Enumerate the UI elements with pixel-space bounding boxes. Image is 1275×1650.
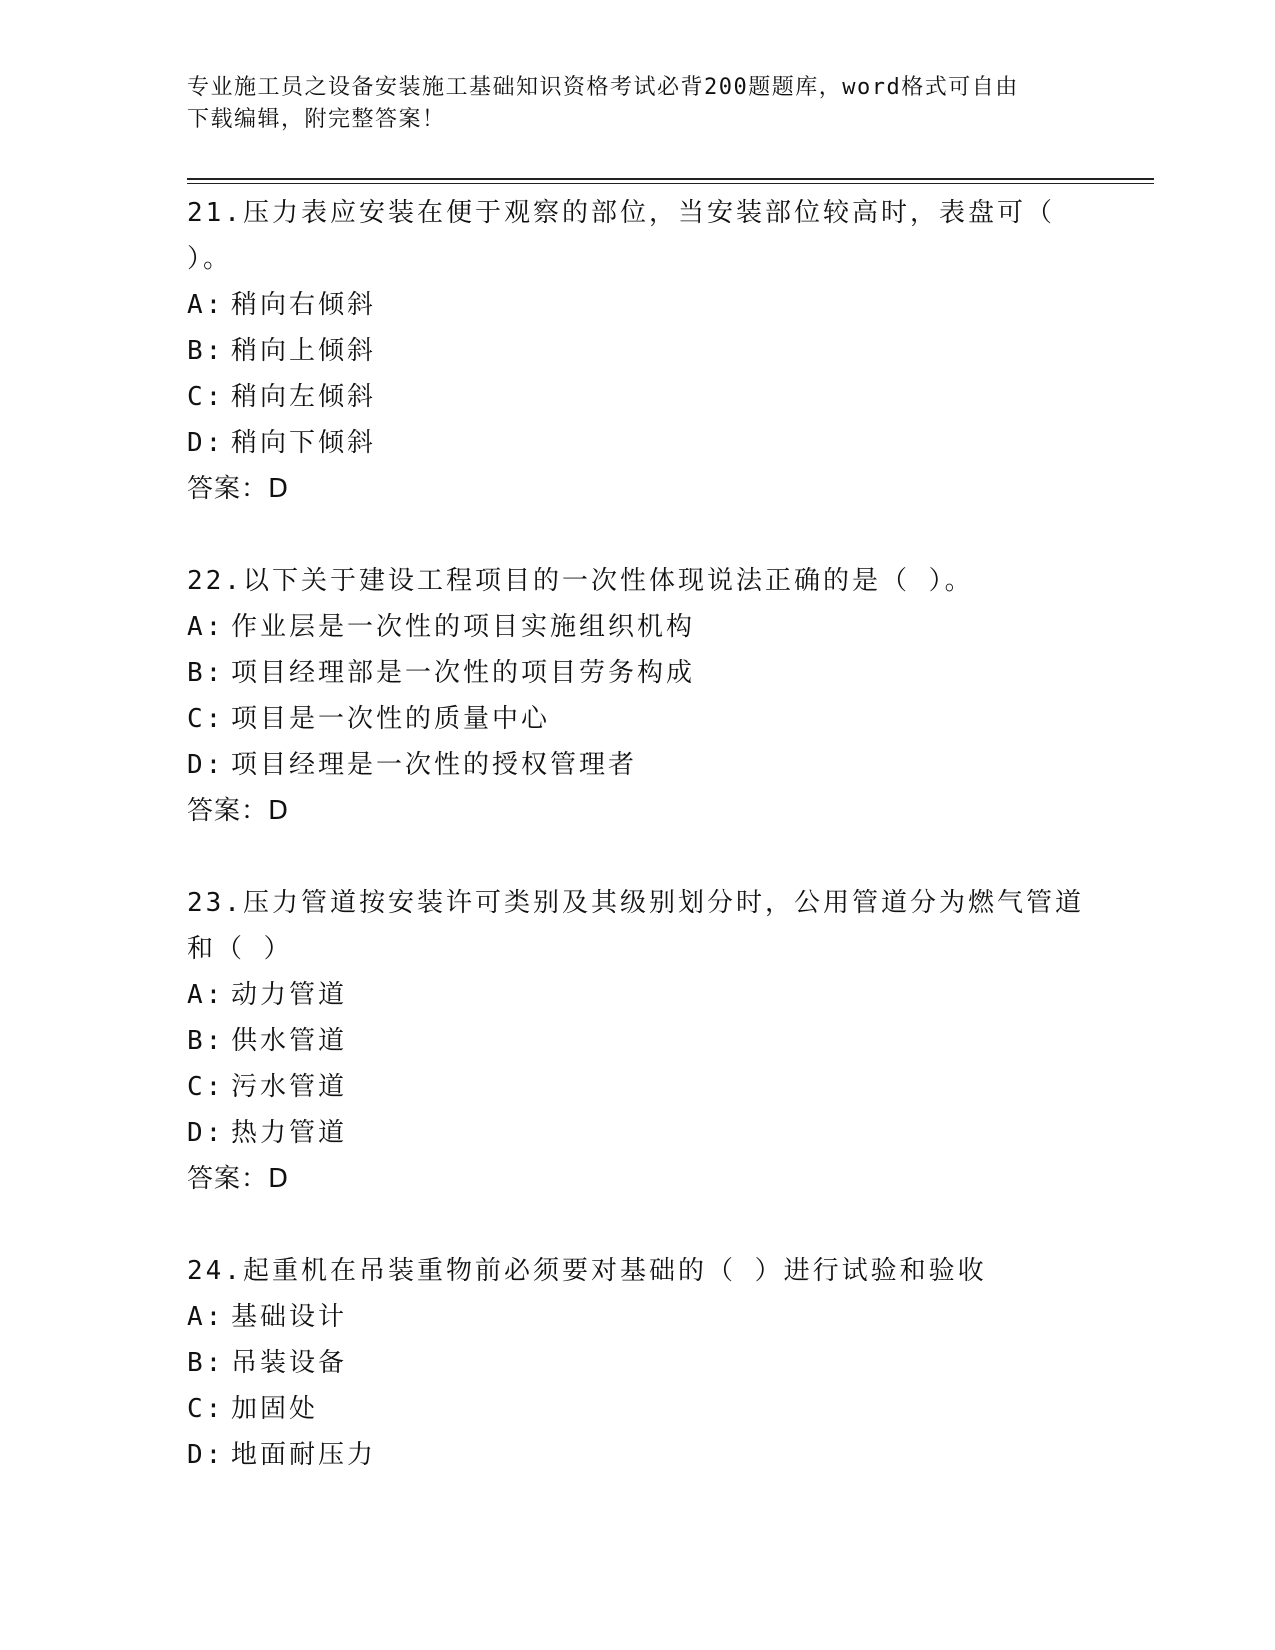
option-b	[187, 328, 1087, 374]
header-divider-thick	[187, 178, 1154, 180]
option-text: 稍向右倾斜	[231, 290, 377, 320]
option-text: 动力管道	[231, 980, 348, 1010]
option-text: 热力管道	[231, 1118, 348, 1148]
option-a	[187, 1294, 1087, 1340]
option-c	[187, 1386, 1087, 1432]
option-key: C:	[187, 1072, 225, 1102]
option-key: B:	[187, 1348, 225, 1378]
option-key: A:	[187, 612, 225, 642]
option-a	[187, 972, 1087, 1018]
question-stem-line: ）。	[187, 244, 233, 274]
answer-line: 答案：D	[187, 1164, 290, 1194]
option-key: B:	[187, 336, 225, 366]
option-text: 稍向左倾斜	[231, 382, 377, 412]
question-item	[187, 1248, 1087, 1478]
option-b	[187, 650, 1087, 696]
option-text: 项目经理是一次性的授权管理者	[231, 750, 638, 780]
question-item	[187, 880, 1087, 1202]
option-key: A:	[187, 1302, 225, 1332]
option-key: A:	[187, 290, 225, 320]
question-stem-line: 24.起重机在吊装重物前必须要对基础的（ ）进行试验和验收	[187, 1256, 987, 1286]
option-key: C:	[187, 704, 225, 734]
question-stem-line: 21.压力表应安装在便于观察的部位，当安装部位较高时，表盘可（	[187, 198, 1055, 228]
option-text: 吊装设备	[231, 1348, 348, 1378]
header-divider-thin	[187, 183, 1154, 184]
option-key: D:	[187, 1440, 225, 1470]
option-text: 加固处	[231, 1394, 319, 1424]
option-key: B:	[187, 1026, 225, 1056]
option-key: A:	[187, 980, 225, 1010]
option-a	[187, 282, 1087, 328]
option-key: C:	[187, 382, 225, 412]
option-b	[187, 1340, 1087, 1386]
question-stem-line: 23.压力管道按安装许可类别及其级别划分时，公用管道分为燃气管道	[187, 888, 1084, 918]
option-text: 污水管道	[231, 1072, 348, 1102]
question-item	[187, 558, 1087, 834]
option-key: D:	[187, 428, 225, 458]
header-line-2: 下载编辑，附完整答案！	[187, 107, 446, 132]
question-item	[187, 190, 1087, 512]
answer-line: 答案：D	[187, 474, 290, 504]
option-d	[187, 1110, 1087, 1156]
option-d	[187, 420, 1087, 466]
option-key: C:	[187, 1394, 225, 1424]
option-text: 供水管道	[231, 1026, 348, 1056]
option-text: 项目是一次性的质量中心	[231, 704, 551, 734]
option-b	[187, 1018, 1087, 1064]
header-line-1: 专业施工员之设备安装施工基础知识资格考试必背200题题库，word格式可自由	[187, 75, 1019, 100]
option-text: 稍向下倾斜	[231, 428, 377, 458]
option-c	[187, 696, 1087, 742]
question-stem-line: 22.以下关于建设工程项目的一次性体现说法正确的是（ ）。	[187, 566, 974, 596]
option-text: 地面耐压力	[231, 1440, 377, 1470]
option-d	[187, 742, 1087, 788]
document-header	[187, 72, 1067, 136]
option-text: 项目经理部是一次性的项目劳务构成	[231, 658, 696, 688]
option-text: 基础设计	[231, 1302, 348, 1332]
option-a	[187, 604, 1087, 650]
option-key: D:	[187, 750, 225, 780]
option-c	[187, 1064, 1087, 1110]
answer-line: 答案：D	[187, 796, 290, 826]
question-stem-line: 和（ ）	[187, 934, 293, 964]
option-d	[187, 1432, 1087, 1478]
option-text: 稍向上倾斜	[231, 336, 377, 366]
option-key: D:	[187, 1118, 225, 1148]
option-key: B:	[187, 658, 225, 688]
option-c	[187, 374, 1087, 420]
question-list	[187, 190, 1087, 1524]
option-text: 作业层是一次性的项目实施组织机构	[231, 612, 696, 642]
